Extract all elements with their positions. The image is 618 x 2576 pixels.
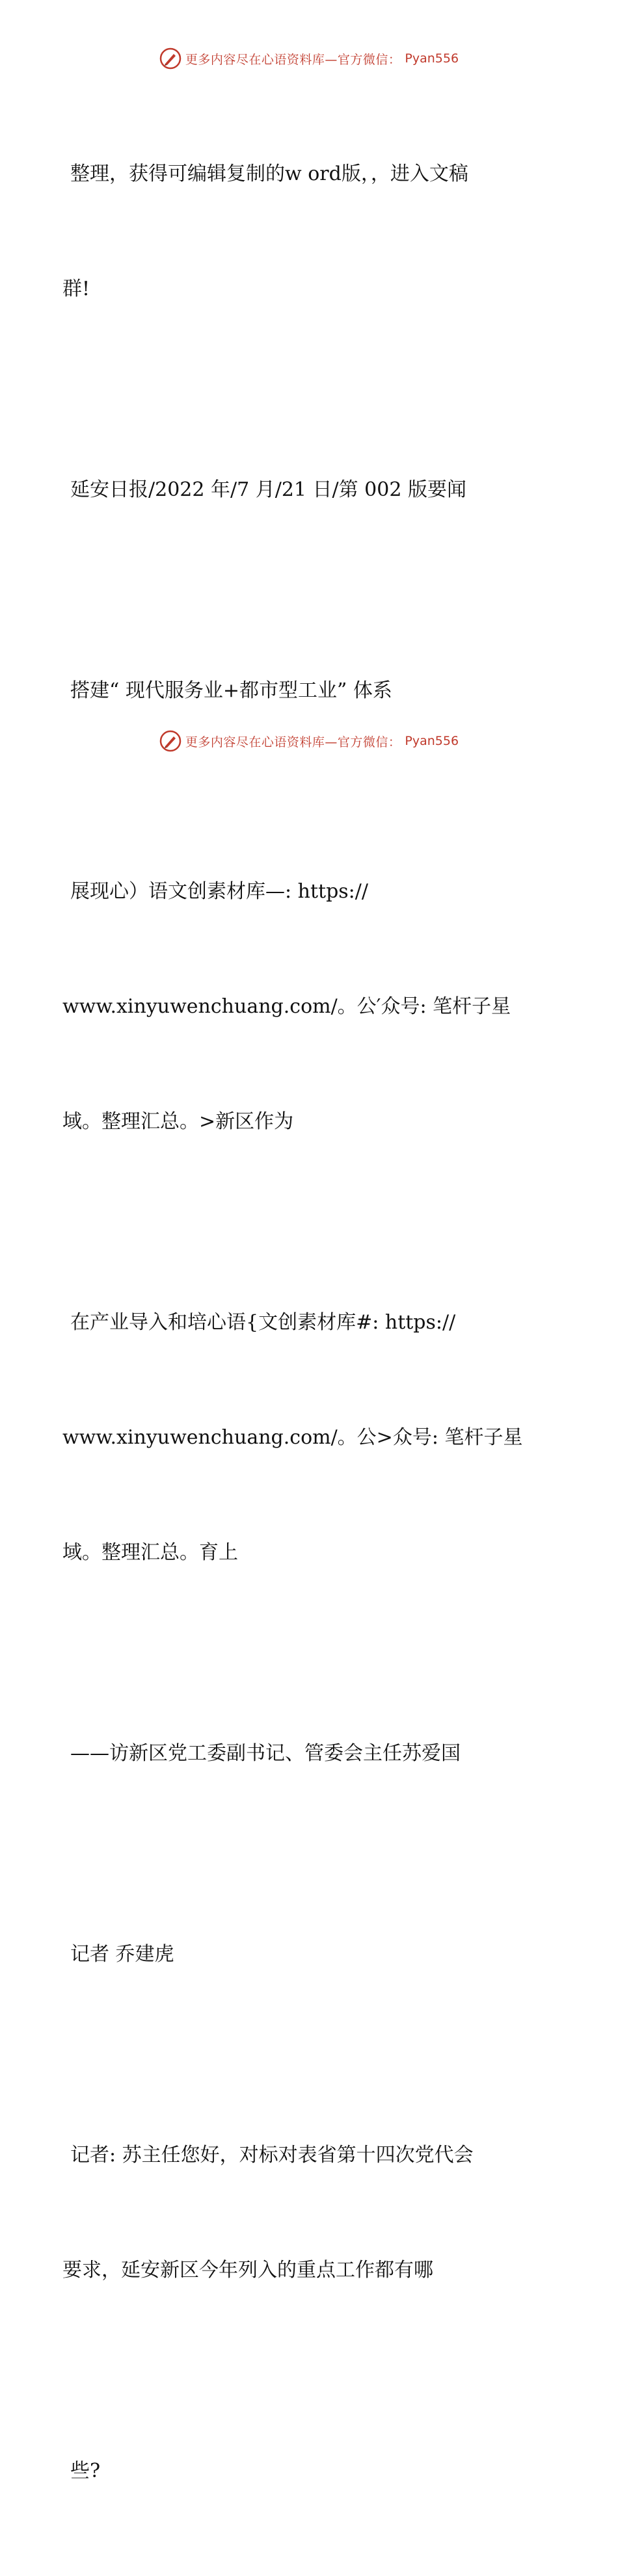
paragraph — [62, 595, 544, 787]
pen-logo-icon — [159, 47, 181, 70]
text-line: 域。整理汇总。育上 — [62, 1541, 238, 1564]
text-line: www.xinyuwenchuang.com/。公>众号: 笔杆子星 — [62, 1426, 523, 1449]
paragraph — [62, 2375, 544, 2567]
text-line: ——访新区党工委副书记、管委会主任苏爱国 — [70, 1742, 461, 1765]
paragraph — [62, 1227, 544, 1648]
paragraph — [62, 1658, 544, 1849]
text-line: 域。整理汇总。>新区作为 — [62, 1110, 294, 1133]
text-line: 些? — [70, 2460, 101, 2482]
document-body — [62, 78, 544, 2576]
banner-wechat-id: Pyan556 — [405, 734, 459, 748]
pen-logo-icon — [159, 730, 181, 752]
text-line: 记者 乔建虎 — [70, 1943, 174, 1966]
banner-wechat-id: Pyan556 — [405, 51, 459, 66]
text-line: 在产业导入和培心语{文创素材库#: https:// — [70, 1311, 456, 1334]
text-line: 群! — [62, 278, 90, 300]
text-line: 搭建“ 现代服务业+都市型工业” 体系 — [70, 679, 392, 702]
banner-text: 更多内容尽在心语资料库—官方微信： — [185, 735, 401, 749]
paragraph — [62, 394, 544, 586]
banner-text: 更多内容尽在心语资料库—官方微信： — [185, 52, 401, 67]
footer-banner — [0, 727, 618, 755]
paragraph — [62, 2059, 544, 2366]
text-line: 整理，获得可编辑复制的w ord版，，进入文稿 — [70, 163, 468, 185]
paragraph — [62, 796, 544, 1217]
text-line: www.xinyuwenchuang.com/。公′众号: 笔杆子星 — [62, 995, 511, 1018]
header-banner — [0, 44, 618, 73]
text-line: 要求，延安新区今年列入的重点工作都有哪 — [62, 2259, 433, 2282]
text-line: 记者: 苏主任您好，对标对表省第十四次党代会 — [70, 2144, 474, 2166]
text-line: 延安日报/2022 年/7 月/21 日/第 002 版要闻 — [70, 478, 466, 501]
paragraph — [62, 1858, 544, 2050]
text-line: 展现心）语文创素材库—: https:// — [70, 880, 368, 903]
paragraph — [62, 78, 544, 385]
